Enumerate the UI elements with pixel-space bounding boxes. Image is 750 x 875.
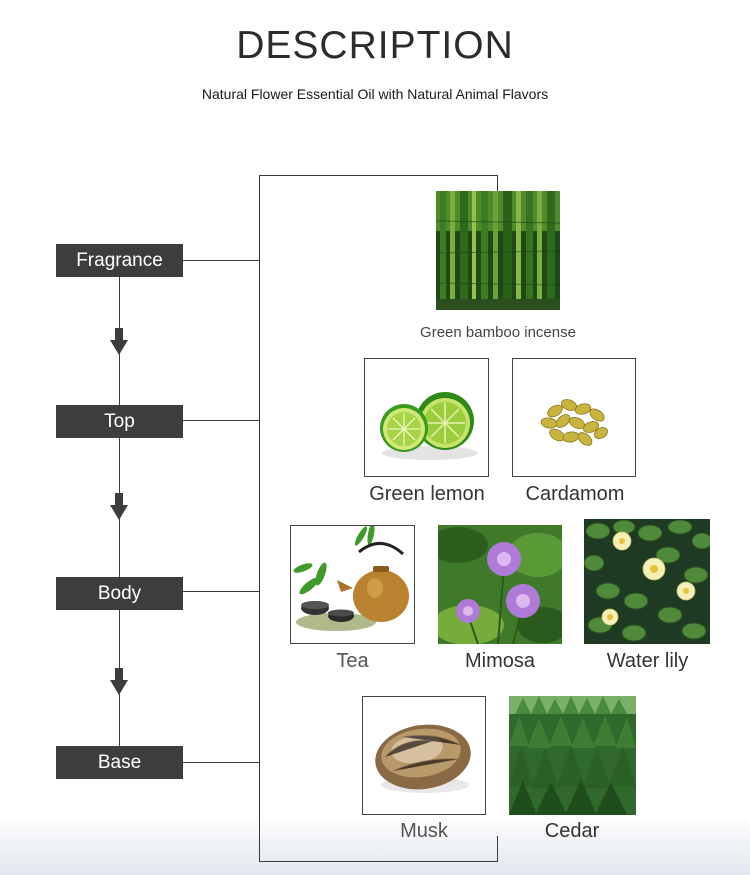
label-musk: Musk (400, 820, 448, 842)
cedar-image (509, 696, 636, 815)
musk-image (362, 696, 486, 815)
label-tea: Tea (336, 650, 369, 672)
stage-top: Top (56, 405, 183, 438)
label-cedar: Cedar (544, 820, 600, 842)
mimosa-image (438, 525, 562, 644)
label-waterlily: Water lily (606, 650, 689, 672)
bamboo-image (436, 191, 560, 310)
stage-base: Base (56, 746, 183, 779)
label-bamboo: Green bamboo incense (420, 324, 576, 341)
lemon-image (364, 358, 489, 477)
label-lemon: Green lemon (369, 483, 485, 505)
cardamom-image (512, 358, 636, 477)
tea-image (290, 525, 415, 644)
arrow-down-icon (110, 493, 128, 520)
page-title: DESCRIPTION (236, 24, 514, 67)
label-cardamom: Cardamom (525, 483, 625, 505)
stage-body: Body (56, 577, 183, 610)
waterlily-image (584, 519, 710, 644)
stage-fragrance: Fragrance (56, 244, 183, 277)
page-subtitle: Natural Flower Essential Oil with Natural Animal Flavors (201, 86, 549, 102)
arrow-down-icon (110, 328, 128, 355)
label-mimosa: Mimosa (464, 650, 535, 672)
arrow-down-icon (110, 668, 128, 695)
